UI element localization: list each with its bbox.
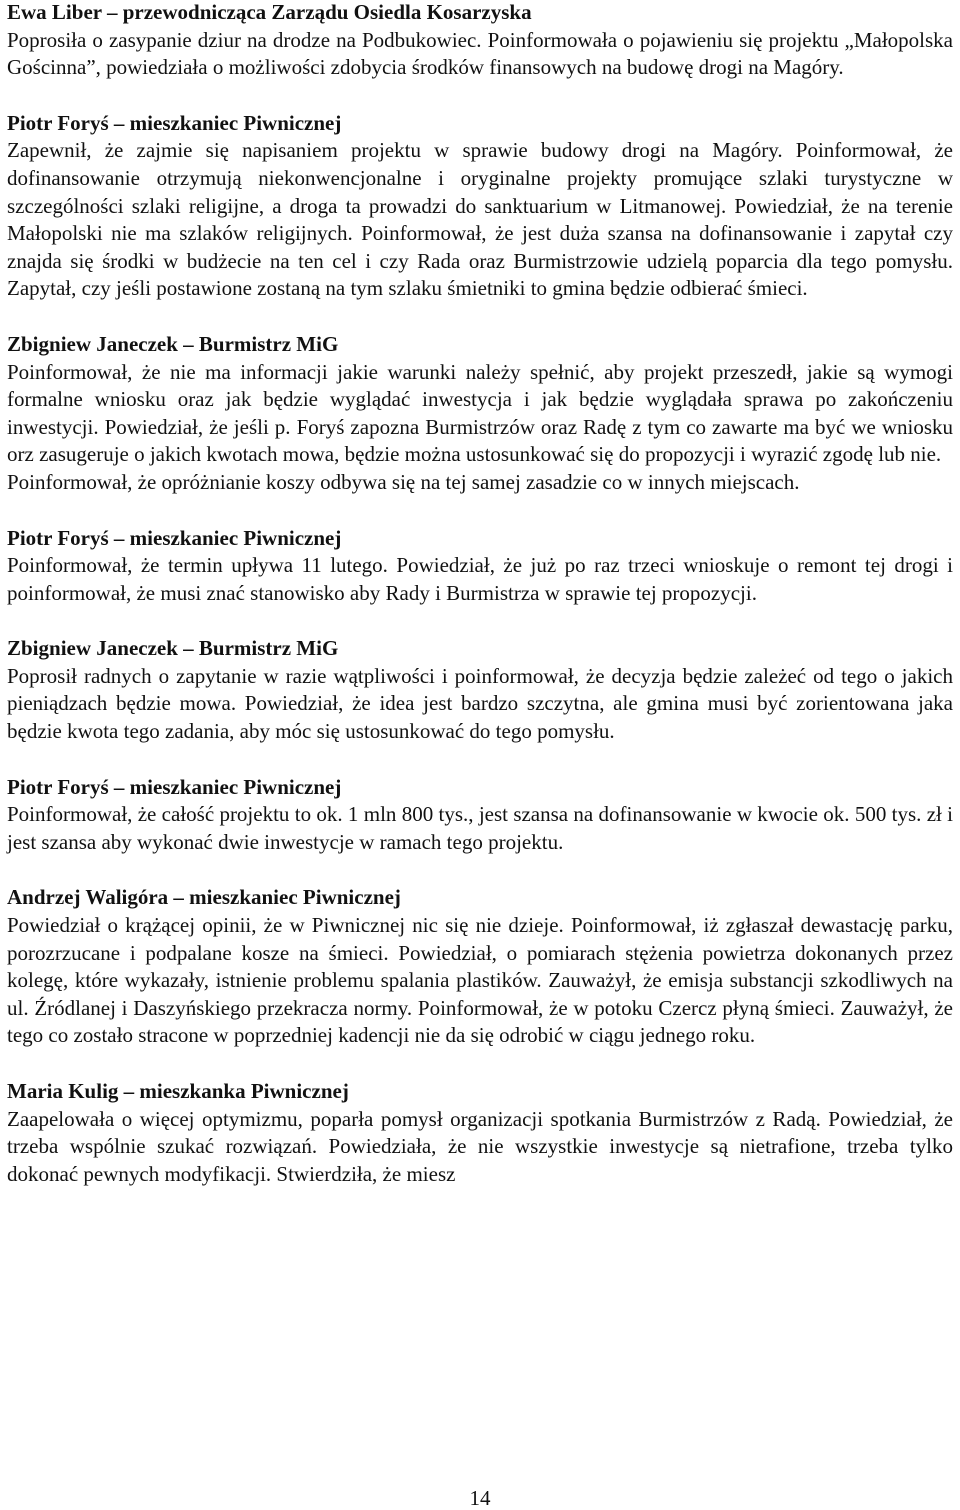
entry bbox=[7, 110, 953, 303]
speaker-heading: Andrzej Waligóra – mieszkaniec Piwnicznej bbox=[7, 885, 401, 910]
speaker-heading: Piotr Foryś – mieszkaniec Piwnicznej bbox=[7, 774, 342, 799]
statement-paragraph: Poinformował, że termin upływa 11 lutego. Powiedział, że już po raz trzeci wnioskuje o remont tej drogi i poinformował, że musi znać stanowisko aby Rady i Burmistrza w sprawie tej propozycji. bbox=[7, 553, 953, 605]
speaker-heading: Ewa Liber – przewodnicząca Zarządu Osiedla Kosarzyska bbox=[7, 0, 532, 24]
entry bbox=[7, 525, 953, 608]
entry bbox=[7, 1078, 953, 1188]
speaker-heading: Piotr Foryś – mieszkaniec Piwnicznej bbox=[7, 110, 342, 135]
statement-paragraph: Poprosił radnych o zapytanie w razie wątpliwości i poinformował, że decyzja będzie zależeć od tego o jakich pieniądzach będzie mowa. Powiedział, że idea jest bardzo szczytna, ale gmina musi być zorientowana jaka będzie kwota tego zadania, aby móc się ustosunkować do tego pomysłu. bbox=[7, 663, 953, 744]
statement-paragraph: Poprosiła o zasypanie dziur na drodze na Podbukowiec. Poinformowała o pojawieniu się projektu „Małopolska Gościnna”, powiedziała o możliwości zdobycia środków finansowych na budowę drogi na Magóry. bbox=[7, 27, 953, 80]
statement-paragraph: Poinformował, że całość projektu to ok. 1 mln 800 tys., jest szansa na dofinansowanie w kwocie ok. 500 tys. zł i jest szansa aby wykonać dwie inwestycje w ramach tego projektu. bbox=[7, 802, 953, 854]
document-page bbox=[7, 0, 953, 1216]
entry bbox=[7, 331, 953, 497]
speaker-heading: Zbigniew Janeczek – Burmistrz MiG bbox=[7, 331, 339, 356]
entry bbox=[7, 0, 953, 82]
speaker-heading: Maria Kulig – mieszkanka Piwnicznej bbox=[7, 1079, 349, 1103]
entry bbox=[7, 774, 953, 857]
statement-paragraph: Zapewnił, że zajmie się napisaniem projektu w sprawie budowy drogi na Magóry. Poinformował, że dofinansowanie otrzymują niekonwencjonalne i oryginalne projekty promujące szlaki turystyczne w szczególności szlaki religijne, a droga ta prowadzi do sanktuarium w Litmanowej. Powiedział, że na terenie Małopolski nie ma szlaków religijnych. Poinformował, że jest duża szansa na dofinansowanie i zapytał czy znajda się środki w budżecie na ten cel i czy Rada oraz Burmistrzowie udzielą poparcia dla tego pomysłu. Zapytał, czy jeśli postawione zostaną na tym szlaku śmietniki to gmina będzie odbierać śmieci. bbox=[7, 138, 953, 301]
statement-paragraph: Poinformował, że opróżnianie koszy odbywa się na tej samej zasadzie co w innych miejscach. bbox=[7, 469, 800, 494]
entry bbox=[7, 635, 953, 745]
statement-paragraph: Powiedział o krążącej opinii, że w Piwnicznej nic się nie dzieje. Poinformował, iż zgłaszał dewastację parku, porozrzucane i podpalane kosze na śmieci. Powiedział, o pomiarach stężenia powietrza dokonanych przez kolegę, które wykazały, istnienie problemu spalania plastików. Zauważył, że emisja substancji szkodliwych na ul. Źródlanej i Daszyńskiego przekracza normy. Poinformował, że w potoku Czercz płyną śmieci. Zauważył, że tego co zostało stracone w poprzedniej kadencji nie da się odrobić w ciągu jednego roku. bbox=[7, 913, 953, 1048]
speaker-heading: Zbigniew Janeczek – Burmistrz MiG bbox=[7, 636, 339, 661]
page-number: 14 bbox=[469, 1486, 491, 1510]
speaker-heading: Piotr Foryś – mieszkaniec Piwnicznej bbox=[7, 525, 342, 550]
statement-paragraph: Zaapelowała o więcej optymizmu, poparła pomysł organizacji spotkania Burmistrzów z Radą. Powiedział, że trzeba wspólnie szukać rozwiązań. Powiedziała, że nie wszystkie inwestycje są nietrafione, trzeba tylko dokonać pewnych modyfikacji. Stwierdziła, że miesz bbox=[7, 1106, 953, 1186]
entry bbox=[7, 884, 953, 1050]
statement-paragraph: Poinformował, że nie ma informacji jakie warunki należy spełnić, aby projekt przeszedł, jakie są wymogi formalne wniosku oraz jak będzie wyglądać inwestycja i jak będzie wyglądała sprawa po zakończeniu inwestycji. Powiedział, że jeśli p. Foryś zapozna Burmistrzów oraz Radę z tym co zawarte ma być we wniosku orz zasugeruje o jakich kwotach mowa, będzie można ustosunkować się do propozycji i wyrazić zgodę lub nie. bbox=[7, 359, 953, 467]
